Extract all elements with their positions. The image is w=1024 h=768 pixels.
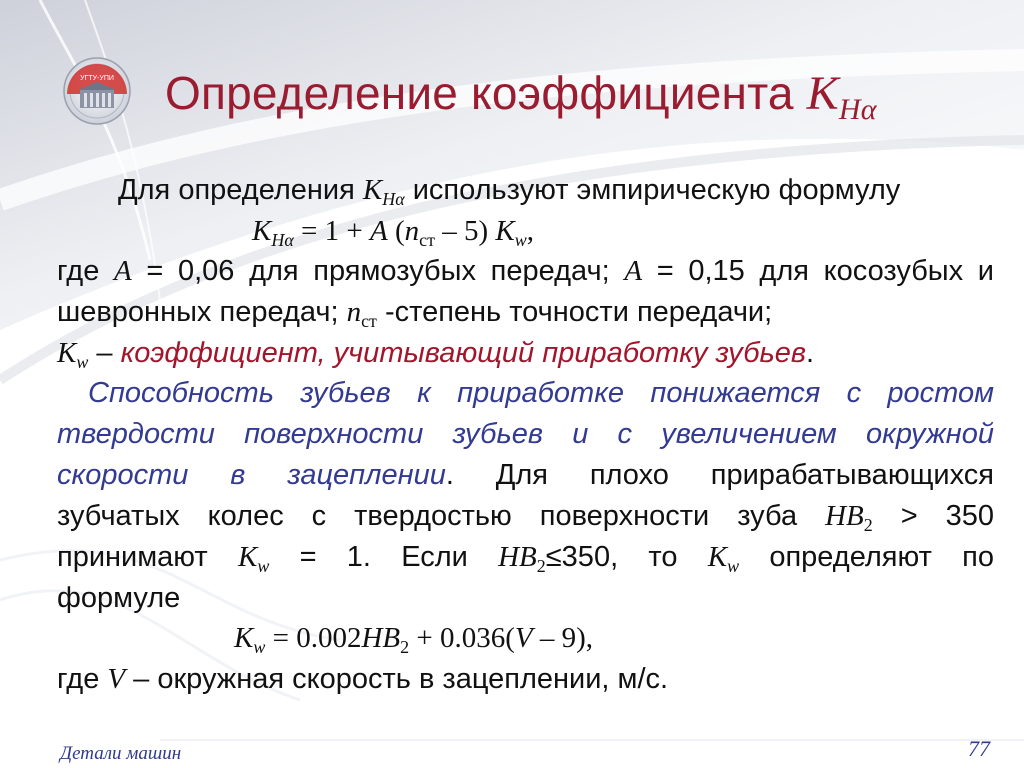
math-sub: w bbox=[253, 637, 266, 657]
text: – bbox=[88, 337, 121, 369]
math-a: A bbox=[624, 255, 643, 287]
title-text: Определение коэффициента bbox=[165, 67, 807, 119]
text: где bbox=[57, 255, 114, 287]
text: – окружная скорость в зацеплении, м/с. bbox=[125, 663, 669, 695]
math-k: K bbox=[362, 174, 383, 206]
math-n: n bbox=[404, 215, 420, 247]
highlight-red-text: коэффициент, учитывающий приработку зубьев bbox=[120, 337, 807, 369]
math-k: K bbox=[252, 215, 272, 247]
math-hb: HB bbox=[361, 622, 401, 654]
text: -степень точности передачи; bbox=[376, 296, 773, 328]
formula-2 bbox=[234, 618, 934, 658]
slide-title bbox=[165, 66, 877, 126]
text: Для определения bbox=[118, 174, 363, 206]
math-sub: Hα bbox=[271, 230, 294, 250]
body-line-7: твердости поверхности зубьев и с увеличением окружной bbox=[57, 418, 994, 450]
text: . bbox=[806, 337, 815, 369]
text: . Для плохо прирабатывающихся bbox=[445, 459, 995, 491]
math-sub: w bbox=[257, 556, 270, 576]
title-sub: Hα bbox=[838, 93, 877, 126]
body-line-9 bbox=[57, 496, 994, 536]
math-hb: HB bbox=[825, 500, 864, 532]
math-sub: w bbox=[727, 556, 740, 576]
text: = 0,15 для косозубых и bbox=[642, 255, 995, 287]
math-sub: 2 bbox=[536, 556, 546, 576]
body-line-4 bbox=[57, 292, 994, 332]
body-line-6: Способность зубьев к приработке понижается с ростом bbox=[88, 377, 994, 409]
body-line-5 bbox=[57, 333, 994, 373]
text: = 0,06 для прямозубых передач; bbox=[131, 255, 625, 287]
math-text: – 9), bbox=[532, 622, 594, 654]
math-k: K bbox=[237, 541, 258, 573]
body-line-1 bbox=[118, 170, 994, 210]
math-a: A bbox=[369, 215, 388, 247]
text: шевронных передач; bbox=[57, 296, 347, 328]
body-line-13 bbox=[57, 659, 994, 699]
math-sub: ст bbox=[419, 230, 435, 250]
body-line-8 bbox=[57, 455, 994, 495]
math-sub: ст bbox=[361, 311, 377, 331]
text: где bbox=[57, 663, 108, 695]
formula-1 bbox=[252, 211, 952, 251]
math-a: A bbox=[114, 255, 132, 287]
math-text: = 1 + bbox=[293, 215, 370, 247]
math-sub: 2 bbox=[400, 637, 410, 657]
text: = 1. Если bbox=[269, 541, 499, 573]
university-logo bbox=[62, 56, 132, 126]
highlight-blue-text: скорости в зацеплении bbox=[57, 459, 446, 491]
math-text: = 0.002 bbox=[265, 622, 362, 654]
title-k: K bbox=[806, 67, 839, 120]
math-text: ( bbox=[387, 215, 405, 247]
math-sub: Hα bbox=[382, 189, 405, 209]
math-sub: w bbox=[76, 352, 89, 372]
math-text: + 0.036( bbox=[409, 622, 515, 654]
body-line-11: формуле bbox=[57, 582, 181, 614]
math-text: – 5) bbox=[434, 215, 496, 247]
body-line-10 bbox=[57, 537, 994, 577]
math-sub: w bbox=[514, 230, 527, 250]
math-k: K bbox=[57, 337, 77, 369]
text: ≤350, то bbox=[545, 541, 708, 573]
text: принимают bbox=[57, 541, 238, 573]
math-k: K bbox=[495, 215, 515, 247]
math-hb: HB bbox=[498, 541, 537, 573]
text: используют эмпирическую формулу bbox=[404, 174, 901, 206]
page-number: 77 bbox=[968, 736, 990, 761]
math-v: V bbox=[514, 622, 533, 654]
logo-text: УГТУ-УПИ bbox=[80, 75, 114, 82]
math-n: n bbox=[346, 296, 362, 328]
footer-course-name: Детали машин bbox=[60, 743, 182, 764]
math-v: V bbox=[107, 663, 126, 695]
text: зубчатых колес с твердостью поверхности зуба bbox=[57, 500, 826, 532]
math-k: K bbox=[234, 622, 254, 654]
text: > 350 bbox=[872, 500, 994, 532]
math-sub: 2 bbox=[863, 515, 873, 535]
body-line-3 bbox=[57, 251, 994, 291]
math-k: K bbox=[707, 541, 728, 573]
math-text: , bbox=[526, 215, 534, 247]
text: определяют по bbox=[739, 541, 994, 573]
